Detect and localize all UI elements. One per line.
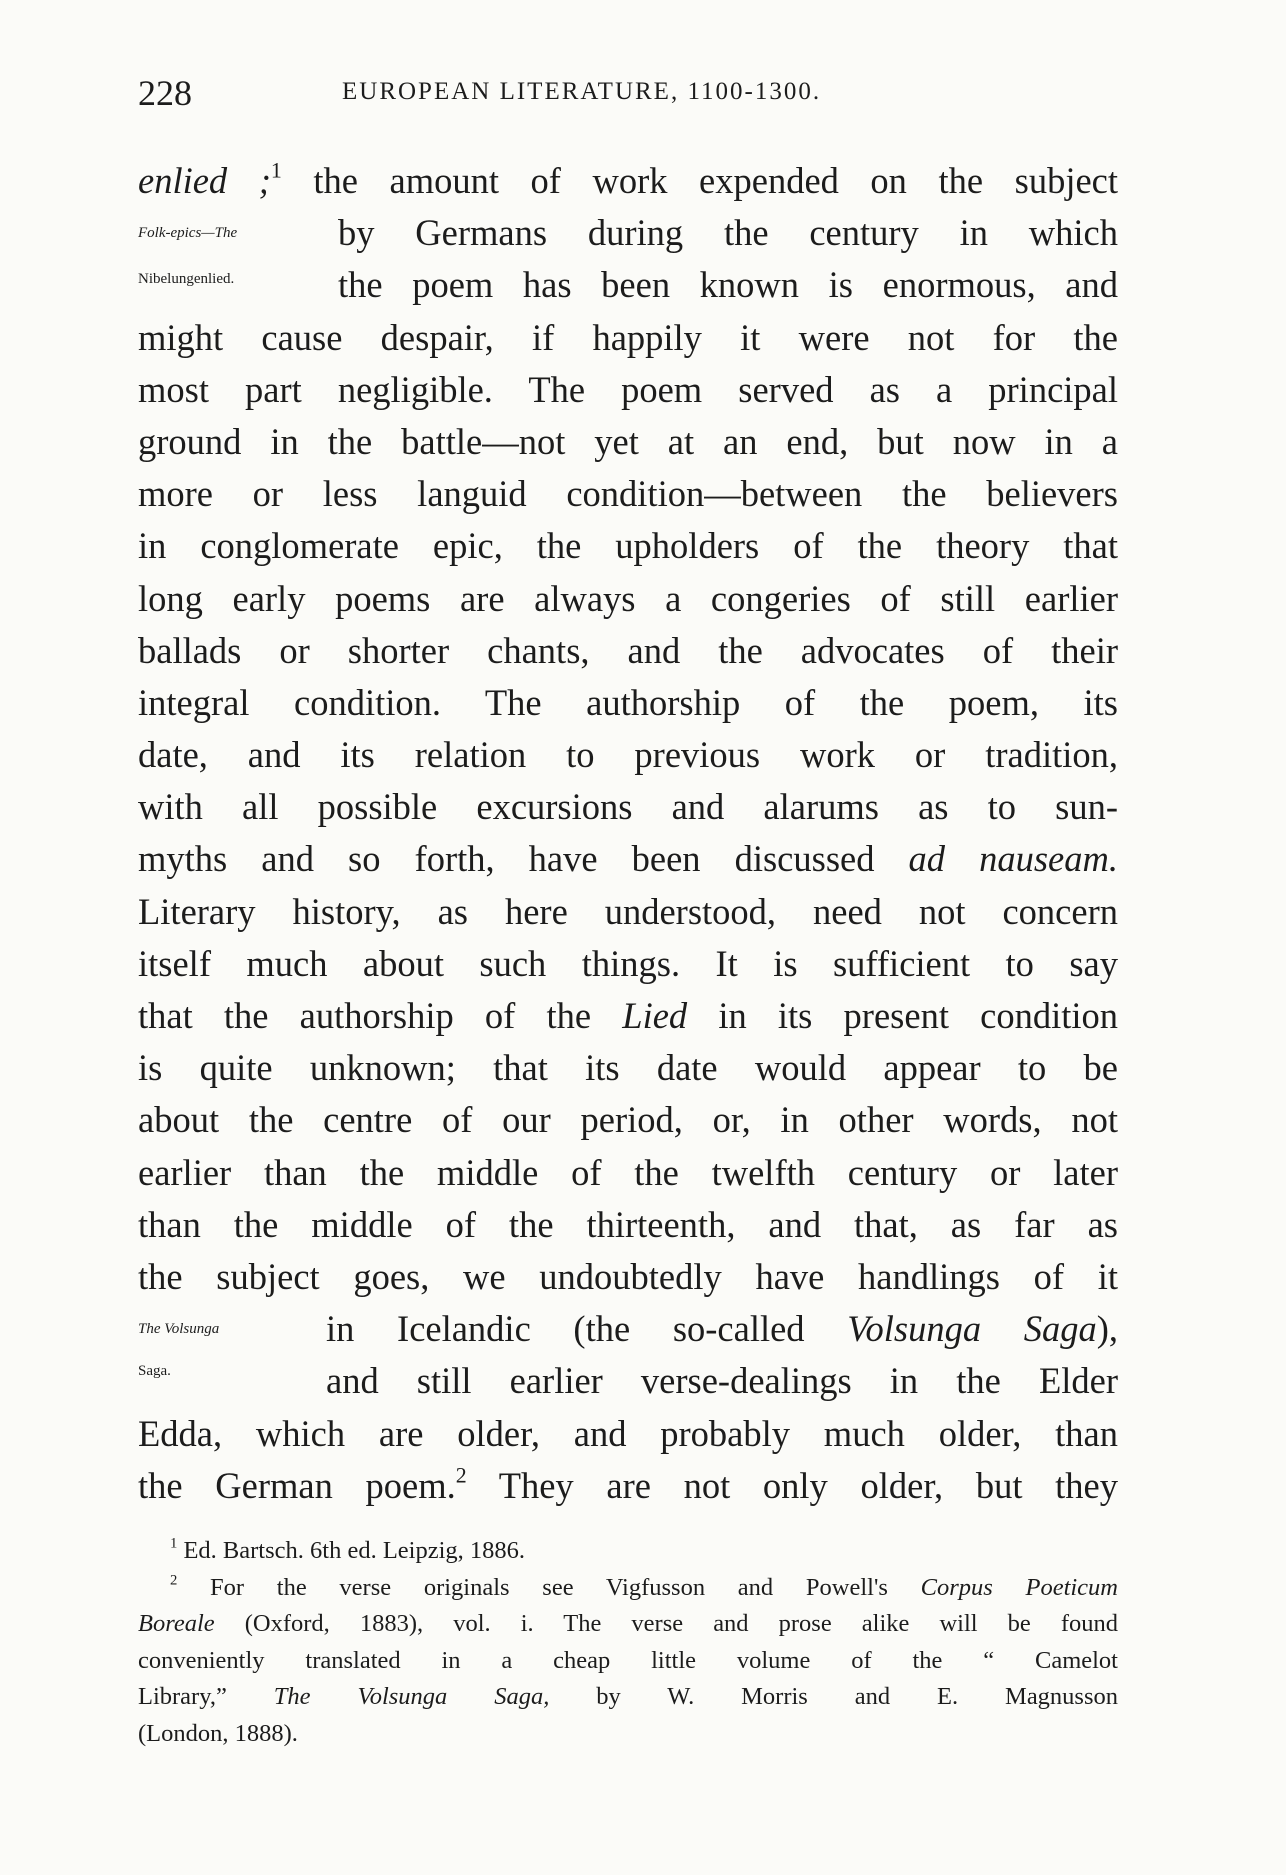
text-line: by Germans during the century in which: [338, 212, 1118, 254]
text-line: most part negligible. The poem served as a principal: [138, 368, 1118, 410]
text-line: the poem has been known is enormous, and: [338, 264, 1118, 306]
text-line: earlier than the middle of the twelfth century or later: [138, 1151, 1118, 1193]
text-line: with all possible excursions and alarums as to sun-: [138, 786, 1118, 828]
text-line: ballads or shorter chants, and the advocates of their: [138, 629, 1118, 671]
text-line: long early poems are always a congeries of still earlier: [138, 577, 1118, 619]
text-line: might cause despair, if happily it were not for the: [138, 316, 1118, 358]
body-text: [138, 155, 1118, 1512]
text-line: more or less languid condition—between the believers: [138, 473, 1118, 515]
margin-note-folk-epics: Folk-epics—The: [138, 225, 238, 241]
footnote-2: $^2$ For the verse originals see Vigfusson and Powell's Corpus Poeticum: [170, 1572, 1118, 1601]
text-line: Literary history, as here understood, need not concern: [138, 890, 1118, 932]
text-line: date, and its relation to previous work or tradition,: [138, 734, 1118, 776]
footnote-line: Library,” The Volsunga Saga, by W. Morris and E. Magnusson: [138, 1683, 1119, 1710]
footnote-line: conveniently translated in a cheap little volume of the “ Camelot: [138, 1646, 1118, 1674]
text-line: and still earlier verse-dealings in the Elder: [326, 1360, 1118, 1402]
text-line: myths and so forth, have been discussed ad nauseam.: [138, 838, 1118, 880]
page-header: [138, 72, 1114, 122]
margin-note-volsunga: The Volsunga: [138, 1321, 220, 1337]
footnote-line: Boreale (Oxford, 1883), vol. i. The verse and prose alike will be found: [138, 1610, 1118, 1637]
text-line: the German poem.$^2$ They are not only older, but they: [138, 1462, 1118, 1506]
margin-note-saga: Saga.: [138, 1363, 171, 1379]
text-line: is quite unknown; that its date would appear to be: [138, 1047, 1118, 1089]
text-line: ground in the battle—not yet at an end, but now in a: [138, 420, 1118, 462]
running-head: EUROPEAN LITERATURE, 1100-1300.: [342, 78, 822, 105]
text-line: integral condition. The authorship of the poem, its: [138, 681, 1118, 723]
text-line: the subject goes, we undoubtedly have handlings of it: [138, 1255, 1118, 1297]
text-line: itself much about such things. It is sufficient to say: [138, 942, 1118, 984]
text-line: than the middle of the thirteenth, and that, as far as: [138, 1203, 1118, 1245]
text-line: in Icelandic (the so-called Volsunga Saga),: [326, 1308, 1118, 1350]
text-line: that the authorship of the Lied in its present condition: [138, 995, 1118, 1036]
footnotes: [138, 1533, 1118, 1752]
page-number: 228: [138, 73, 192, 113]
text-line: in conglomerate epic, the upholders of the theory that: [138, 525, 1118, 567]
footnote-line: (London, 1888).: [138, 1719, 298, 1747]
text-line: enlied ;$^1$ the amount of work expended on the subject: [138, 157, 1118, 201]
footnote-1: $^1$ Ed. Bartsch. 6th ed. Leipzig, 1886.: [170, 1535, 526, 1564]
text-line: about the centre of our period, or, in other words, not: [138, 1099, 1118, 1141]
margin-note-nibelungenlied: Nibelungenlied.: [138, 271, 235, 287]
text-line: Edda, which are older, and probably much older, than: [138, 1412, 1118, 1454]
